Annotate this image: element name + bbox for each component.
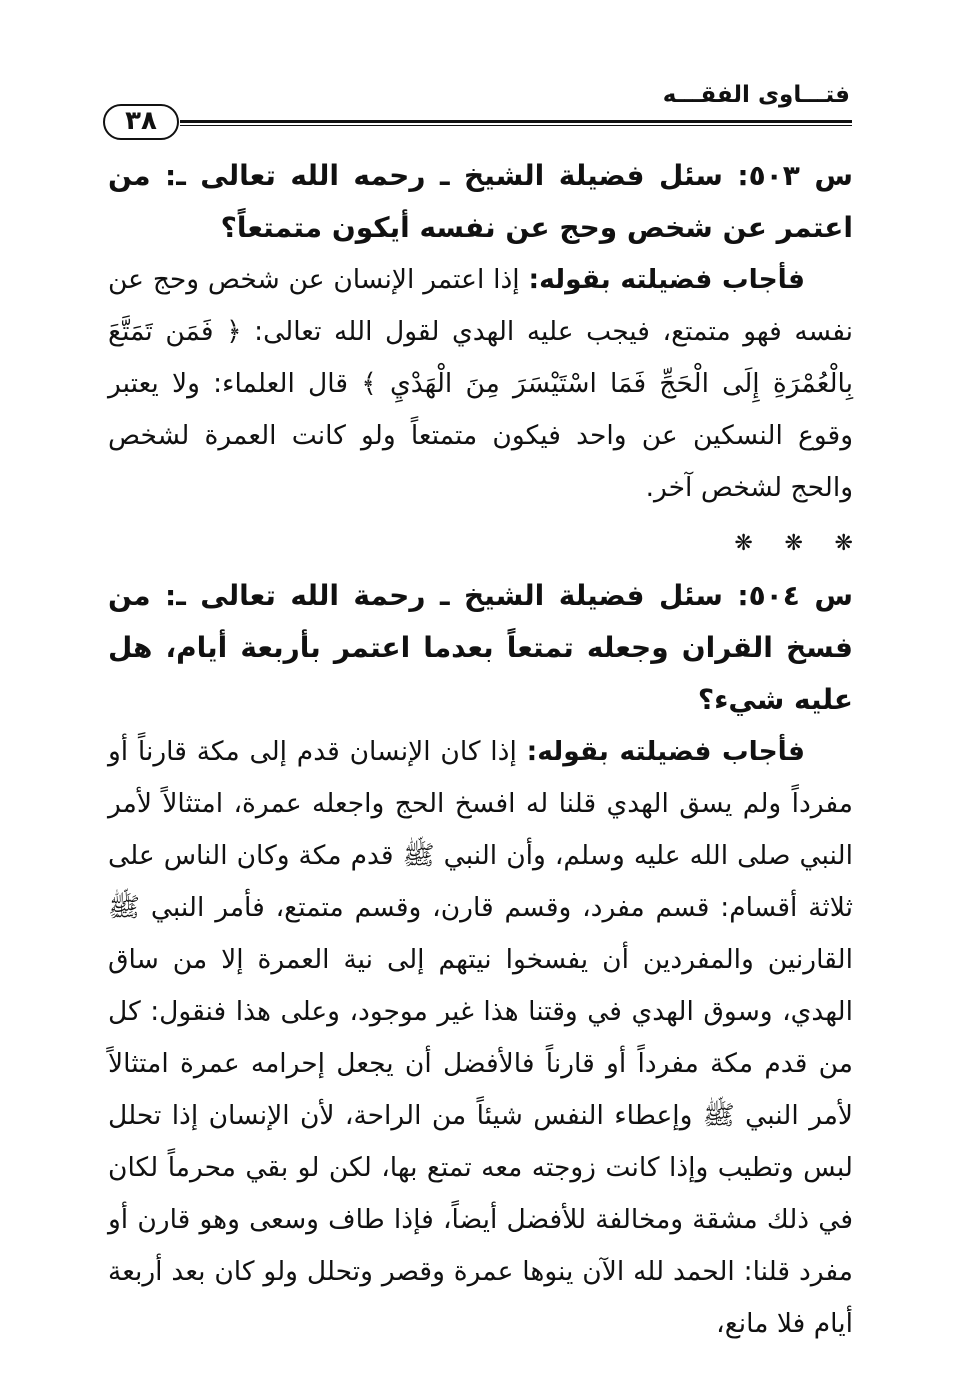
- question-504: س ٥٠٤: سئل فضيلة الشيخ ـ رحمة الله تعالى ـ: من فسخ القران وجعله تمتعاً بعدما اعتمر بأربعة أيام، هل عليه شيء؟: [108, 579, 853, 716]
- page-number: ٣٨: [103, 104, 179, 140]
- answer-504-body: إذا كان الإنسان قدم إلى مكة قارناً أو مفرداً ولم يسق الهدي قلنا له افسخ الحج واجعله عمرة، امتثالاً لأمر النبي صلى الله عليه وسلم، وأن النبي ﷺ قدم مكة وكان الناس على ثلاثة أقسام: قسم مفرد، وقسم قارن، وقسم متمتع، فأمر النبي ﷺ القارنين والمفردين أن يفسخوا نيتهم إلى نية العمرة إلا من ساق الهدي، وسوق الهدي في وقتنا هذا غير موجود، وعلى هذا فنقول: كل من قدم مكة مفرداً أو قارناً فالأفضل أن يجعل إحرامه عمرة امتثالاً لأمر النبي ﷺ وإعطاء النفس شيئاً من الراحة، لأن الإنسان إذا تحلل لبس وتطيب وإذا كانت زوجته معه تمتع بها، لكن لو بقي محرماً لكان في ذلك مشقة ومخالفة للأفضل أيضاً، فإذا طاف وسعى وهو قارن أو مفرد قلنا: الحمد لله الآن ينوها عمرة وقصر وتحلل ولو كان بعد أربعة أيام فلا مانع،: [108, 736, 853, 1339]
- answer-503-part1: إذا اعتمر الإنسان عن شخص وحج عن نفسه فهو متمتع، فيجب عليه الهدي لقول الله تعالى:: [108, 264, 853, 347]
- page-body: [108, 150, 853, 1350]
- answer-503: [108, 254, 853, 514]
- running-title: فتـــاوى الفقـــه: [662, 82, 850, 108]
- answer-503-part2: قال العلماء: ولا يعتبر وقوع النسكين عن واحد فيكون متمتعاً ولو كانت العمرة لشخص والحج لشخص آخر.: [108, 368, 853, 503]
- quran-verse: ﴿ فَمَن تَمَتَّعَ بِالْعُمْرَةِ إِلَى الْحَجِّ فَمَا اسْتَيْسَرَ مِنَ الْهَدْيِ ﴾: [108, 316, 854, 399]
- question-503: س ٥٠٣: سئل فضيلة الشيخ ـ رحمه الله تعالى ـ: من اعتمر عن شخص وحج عن نفسه أيكون متمتعاً؟: [108, 159, 853, 244]
- answer-lead-503: فأجاب فضيلته بقوله:: [528, 264, 805, 295]
- section-separator: ❋ ❋ ❋: [734, 531, 853, 556]
- answer-lead-504: فأجاب فضيلته بقوله:: [526, 736, 805, 767]
- answer-504: [108, 726, 853, 1350]
- header-rule: [180, 120, 852, 126]
